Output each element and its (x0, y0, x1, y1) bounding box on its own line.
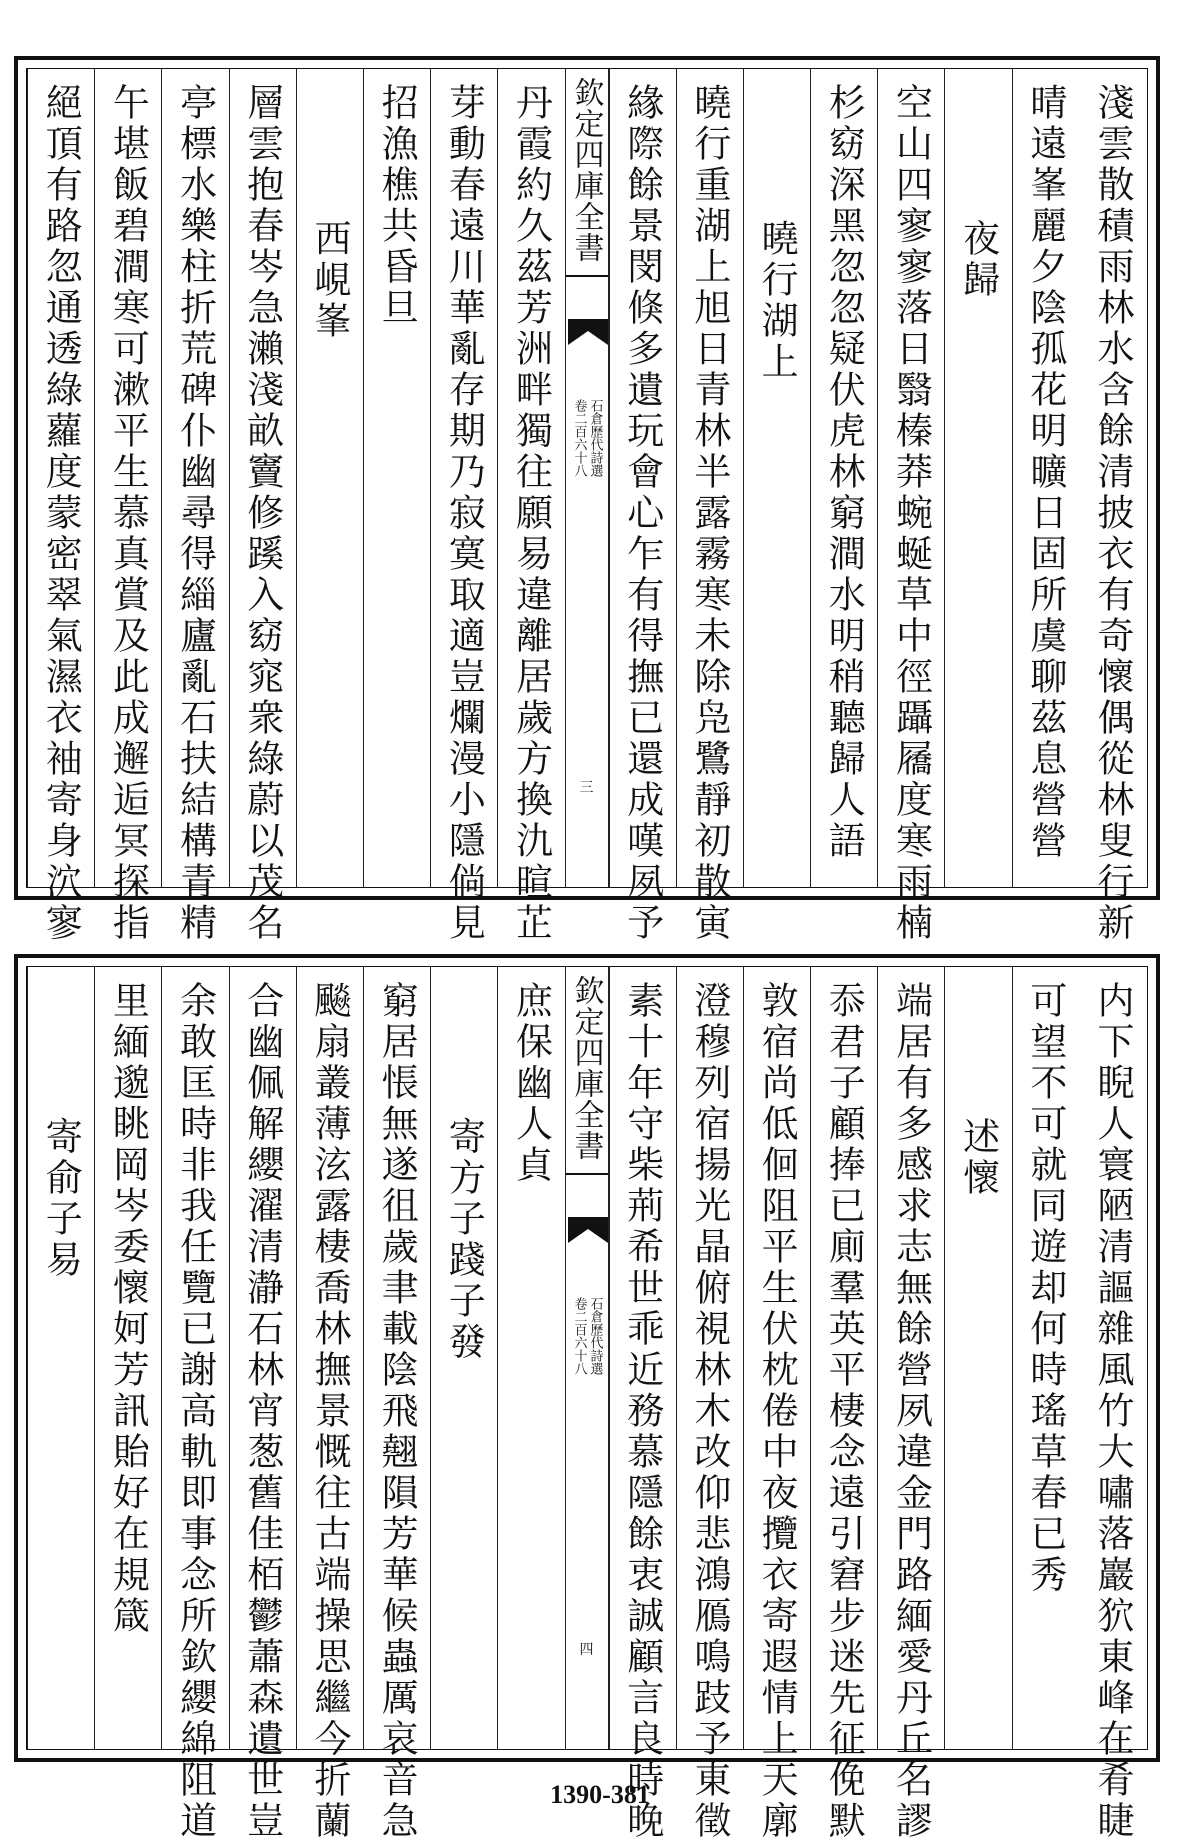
fish-tail-mark-icon (568, 1217, 608, 1257)
text-column (296, 967, 363, 1842)
poem-line: 可望不可就同遊却何時瑤草春已秀 (1023, 981, 1067, 1596)
poem-title: 述懷 (956, 1117, 1000, 1199)
text-column (497, 69, 564, 944)
text-column (743, 69, 810, 887)
poem-title: 夜歸 (956, 219, 1000, 301)
text-column (944, 69, 1011, 887)
page-number-footer: 1390-381 (550, 1780, 650, 1809)
text-column (430, 69, 497, 944)
text-column (944, 967, 1011, 1749)
text-column (27, 967, 94, 1749)
text-column (877, 69, 944, 944)
text-column (161, 967, 228, 1842)
poem-line: 素十年守柴荊希世乖近務慕隱餘衷誠顧言良時晚 (620, 981, 664, 1842)
text-column (609, 69, 676, 944)
fish-tail-mark-icon (568, 319, 608, 359)
text-column (609, 967, 676, 1842)
poem-title: 寄俞子易 (39, 1117, 83, 1281)
text-column (743, 967, 810, 1842)
poem-line: 絕頂有路忽通透綠蘿度蒙密翠氣濕衣袖寄身泬寥 (39, 83, 83, 944)
text-column (810, 69, 877, 887)
text-column (229, 69, 296, 944)
text-column (229, 967, 296, 1842)
poem-line: 晴遠峯麗夕陰孤花明曠日固所虞聊茲息營營 (1023, 83, 1067, 862)
text-column (676, 967, 743, 1842)
page-frame-top (26, 68, 1148, 944)
text-column (676, 69, 743, 944)
poem-title: 寄方子踐子發 (442, 1117, 486, 1363)
center-fold (565, 967, 609, 1749)
text-column (1012, 69, 1079, 887)
poem-line: 合幽佩解纓濯清瀞石林宵葱舊佳栢鬱蕭森遺世豈 (240, 981, 284, 1842)
poem-line: 空山四寥寥落日翳榛莽蜿蜒草中徑躡屩度寒雨楠 (889, 83, 933, 944)
poem-line: 里緬邈眺岡岑委懷妸芳訊貽好在規箴 (106, 981, 150, 1637)
center-fold (565, 69, 609, 887)
page-panel-top (14, 56, 1160, 944)
text-column (94, 967, 161, 1749)
poem-line: 澄穆列宿揚光晶俯視林木改仰悲鴻鴈鳴跂予東徵 (687, 981, 731, 1842)
leaf-number: 四 (579, 1642, 594, 1658)
text-column (1012, 967, 1079, 1749)
text-column (94, 69, 161, 944)
text-column (363, 69, 430, 887)
book-title: 欽定四庫全書 (566, 975, 608, 1175)
leaf-number: 三 (579, 780, 594, 796)
text-column (1079, 69, 1146, 944)
book-title: 欽定四庫全書 (566, 77, 608, 277)
poem-line: 庶保幽人貞 (509, 981, 553, 1186)
text-column (430, 967, 497, 1749)
poem-line: 芽動春遠川華亂存期乃寂寞取適豈爛漫小隱倘見 (442, 83, 486, 944)
poem-line: 亭標水樂柱折荒碑仆幽尋得緇廬亂石扶結構青精 (173, 83, 217, 944)
collection-name: 石倉歷代詩選 (587, 1297, 603, 1375)
poem-line: 忝君子顧捧已廁羣英平棲念遠引窘步迷先征俛默 (822, 981, 866, 1842)
poem-line: 飈扇叢薄泫露棲喬林撫景慨往古端操思繼今折蘭 (307, 981, 351, 1842)
poem-line: 丹霞約久茲芳洲畔獨往願易違離居歲方換氿暄芷 (509, 83, 553, 944)
poem-line: 淺雲散積雨林水含餘清披衣有奇懷偶從林叟行新 (1091, 83, 1134, 944)
poem-line: 敦宿尚低佪阻平生伏枕倦中夜攬衣寄遐情上天廓 (755, 981, 799, 1842)
poem-line: 内下睨人寰陋清謳雜風竹大嘯落巖狖東峰在肴睫 (1091, 981, 1134, 1842)
text-column (296, 69, 363, 887)
text-column (161, 69, 228, 944)
text-column (1079, 967, 1146, 1842)
text-column (27, 69, 94, 944)
text-column (877, 967, 944, 1842)
poem-title: 西峴峯 (307, 219, 351, 342)
text-column (810, 967, 877, 1842)
poem-line: 杉窈深黑忽忽疑伏虎林窮澗水明稍聽歸人語 (822, 83, 866, 862)
poem-line: 午堪飯碧澗寒可漱平生慕真賞及此成邂逅冥探指 (106, 83, 150, 944)
poem-line: 招漁樵共昏旦 (375, 83, 419, 329)
poem-line: 層雲抱春岑急瀨淺畝竇修蹊入窈窕衆綠蔚以茂名 (240, 83, 284, 944)
poem-line: 窮居悵無遂徂歲聿載陰飛翹隕芳華候蟲厲哀音急 (375, 981, 419, 1842)
volume-number: 卷二百六十八 (571, 1297, 587, 1375)
poem-line: 端居有多感求志無餘營夙違金門路緬愛丹丘名謬 (889, 981, 933, 1842)
collection-name: 石倉歷代詩選 (587, 399, 603, 477)
poem-line: 曉行重湖上旭日青林半露霧寒未除凫鷺靜初散寅 (687, 83, 731, 944)
poem-line: 緣際餘景閔倏多遺玩會心乍有得撫已還成嘆夙予 (620, 83, 664, 944)
poem-line: 余敢匡時非我任覽已謝高軌即事念所欽纓綿阻道 (173, 981, 217, 1842)
poem-title: 曉行湖上 (755, 219, 799, 383)
text-column (497, 967, 564, 1749)
volume-number: 卷二百六十八 (571, 399, 587, 477)
text-column (363, 967, 430, 1842)
